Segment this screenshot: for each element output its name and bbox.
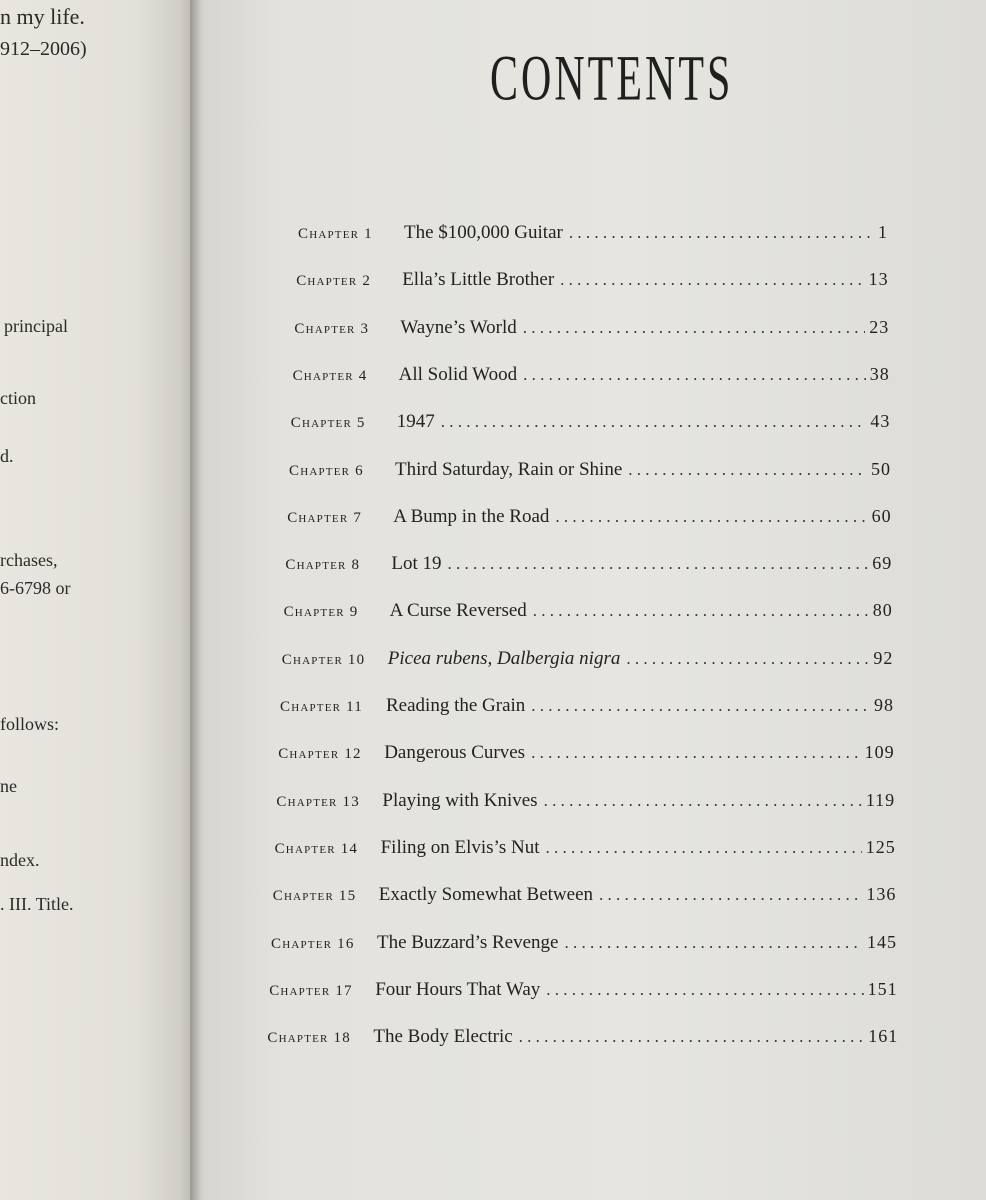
toc-row <box>269 979 897 1001</box>
chapter-title: Ella’s Little Brother <box>402 269 555 291</box>
toc-row <box>278 742 894 764</box>
chapter-label: Chapter 1 <box>298 226 373 242</box>
toc-row <box>298 222 888 244</box>
chapter-title: Four Hours That Way <box>375 978 541 1000</box>
chapter-label: Chapter 9 <box>283 604 359 621</box>
left-page-line: ne <box>0 776 17 796</box>
left-page-line: . III. Title. <box>0 894 74 914</box>
toc-row <box>285 553 892 575</box>
toc-row <box>282 648 894 670</box>
left-page-line: 912–2006) <box>0 38 87 60</box>
chapter-title: A Curse Reversed <box>389 600 527 622</box>
chapter-title: Picea rubens, Dalbergia nigra <box>387 647 621 669</box>
dot-leader <box>546 980 863 1000</box>
page-number: 50 <box>871 458 891 479</box>
left-page-line: follows: <box>0 714 60 734</box>
toc-row <box>287 506 891 528</box>
dot-leader <box>545 838 861 858</box>
page-number: 125 <box>865 836 896 857</box>
chapter-label: Chapter 6 <box>289 462 364 479</box>
toc-row <box>275 837 896 859</box>
page-number: 92 <box>873 647 894 668</box>
chapter-label: Chapter 3 <box>294 320 370 337</box>
left-page-line: d. <box>0 446 14 466</box>
chapter-title: Dangerous Curves <box>384 742 526 764</box>
toc-row <box>271 932 897 954</box>
left-page-line: principal <box>4 316 68 336</box>
toc-row <box>293 364 890 386</box>
page-number: 98 <box>874 695 894 715</box>
page-number: 119 <box>865 789 896 810</box>
chapter-title: The $100,000 Guitar <box>404 222 563 243</box>
toc-row <box>276 790 895 812</box>
contents-page <box>204 0 986 1200</box>
left-page-line: rchases, <box>0 550 58 570</box>
chapter-title: Wayne’s World <box>400 316 517 338</box>
dot-leader <box>523 318 865 338</box>
left-page-line: 6-6798 or <box>0 578 71 598</box>
chapter-label: Chapter 4 <box>292 367 368 384</box>
chapter-title: A Bump in the Road <box>393 505 550 527</box>
chapter-title: Playing with Knives <box>382 789 538 811</box>
chapter-label: Chapter 16 <box>271 935 355 952</box>
chapter-title: Reading the Grain <box>386 695 526 716</box>
dot-leader <box>544 791 862 811</box>
toc-row <box>291 411 891 433</box>
page-number: 161 <box>868 1026 899 1047</box>
chapter-label: Chapter 5 <box>290 415 366 432</box>
chapter-label: Chapter 2 <box>296 273 372 290</box>
chapter-label: Chapter 7 <box>287 509 363 526</box>
toc-row <box>280 695 894 717</box>
page-title: CONTENTS <box>490 43 734 115</box>
page-number: 1 <box>878 222 888 242</box>
chapter-label: Chapter 17 <box>269 982 353 999</box>
dot-leader <box>441 412 867 432</box>
page-number: 23 <box>869 316 890 337</box>
toc-row <box>267 1026 898 1048</box>
page-number: 43 <box>870 411 891 432</box>
chapter-title: Lot 19 <box>391 553 442 575</box>
chapter-title: Exactly Somewhat Between <box>378 884 594 906</box>
chapter-label: Chapter 10 <box>281 651 366 668</box>
page-number: 151 <box>867 978 898 999</box>
dot-leader <box>448 554 869 574</box>
chapter-title: The Buzzard’s Revenge <box>377 931 559 953</box>
dot-leader <box>569 223 874 243</box>
left-page <box>0 0 196 1200</box>
chapter-label: Chapter 18 <box>267 1030 351 1047</box>
dot-leader <box>523 365 866 385</box>
toc-row <box>289 459 891 481</box>
chapter-label: Chapter 15 <box>272 888 357 905</box>
chapter-title: The Body Electric <box>373 1026 513 1048</box>
page-number: 80 <box>872 600 893 621</box>
page-number: 145 <box>867 931 897 952</box>
chapter-title: All Solid Wood <box>398 363 518 385</box>
dot-leader <box>531 743 861 763</box>
page-number: 60 <box>871 505 892 526</box>
left-page-line: ndex. <box>0 850 40 870</box>
chapter-label: Chapter 8 <box>285 557 361 574</box>
dot-leader <box>564 933 863 953</box>
toc-row <box>294 317 889 339</box>
page-number: 38 <box>869 363 890 384</box>
page-number: 136 <box>866 884 897 905</box>
dot-leader <box>533 601 869 621</box>
chapter-title: Third Saturday, Rain or Shine <box>395 458 623 480</box>
dot-leader <box>555 507 867 527</box>
chapter-label: Chapter 12 <box>278 746 362 763</box>
chapter-label: Chapter 13 <box>276 793 360 810</box>
dot-leader <box>626 649 869 669</box>
toc-row <box>284 600 893 622</box>
toc-row <box>273 884 897 906</box>
page-number: 109 <box>864 742 895 763</box>
chapter-title: 1947 <box>396 411 435 433</box>
dot-leader <box>519 1027 865 1047</box>
left-page-line: n my life. <box>0 4 85 29</box>
dot-leader <box>531 696 870 716</box>
chapter-title: Filing on Elvis’s Nut <box>380 836 540 858</box>
left-page-line: ction <box>0 388 36 408</box>
dot-leader <box>628 460 867 480</box>
chapter-label: Chapter 14 <box>274 840 359 857</box>
page-number: 69 <box>872 553 893 574</box>
page-number: 13 <box>868 269 889 290</box>
chapter-label: Chapter 11 <box>280 699 363 715</box>
dot-leader <box>599 885 862 905</box>
toc-row <box>296 269 888 291</box>
dot-leader <box>560 270 864 290</box>
